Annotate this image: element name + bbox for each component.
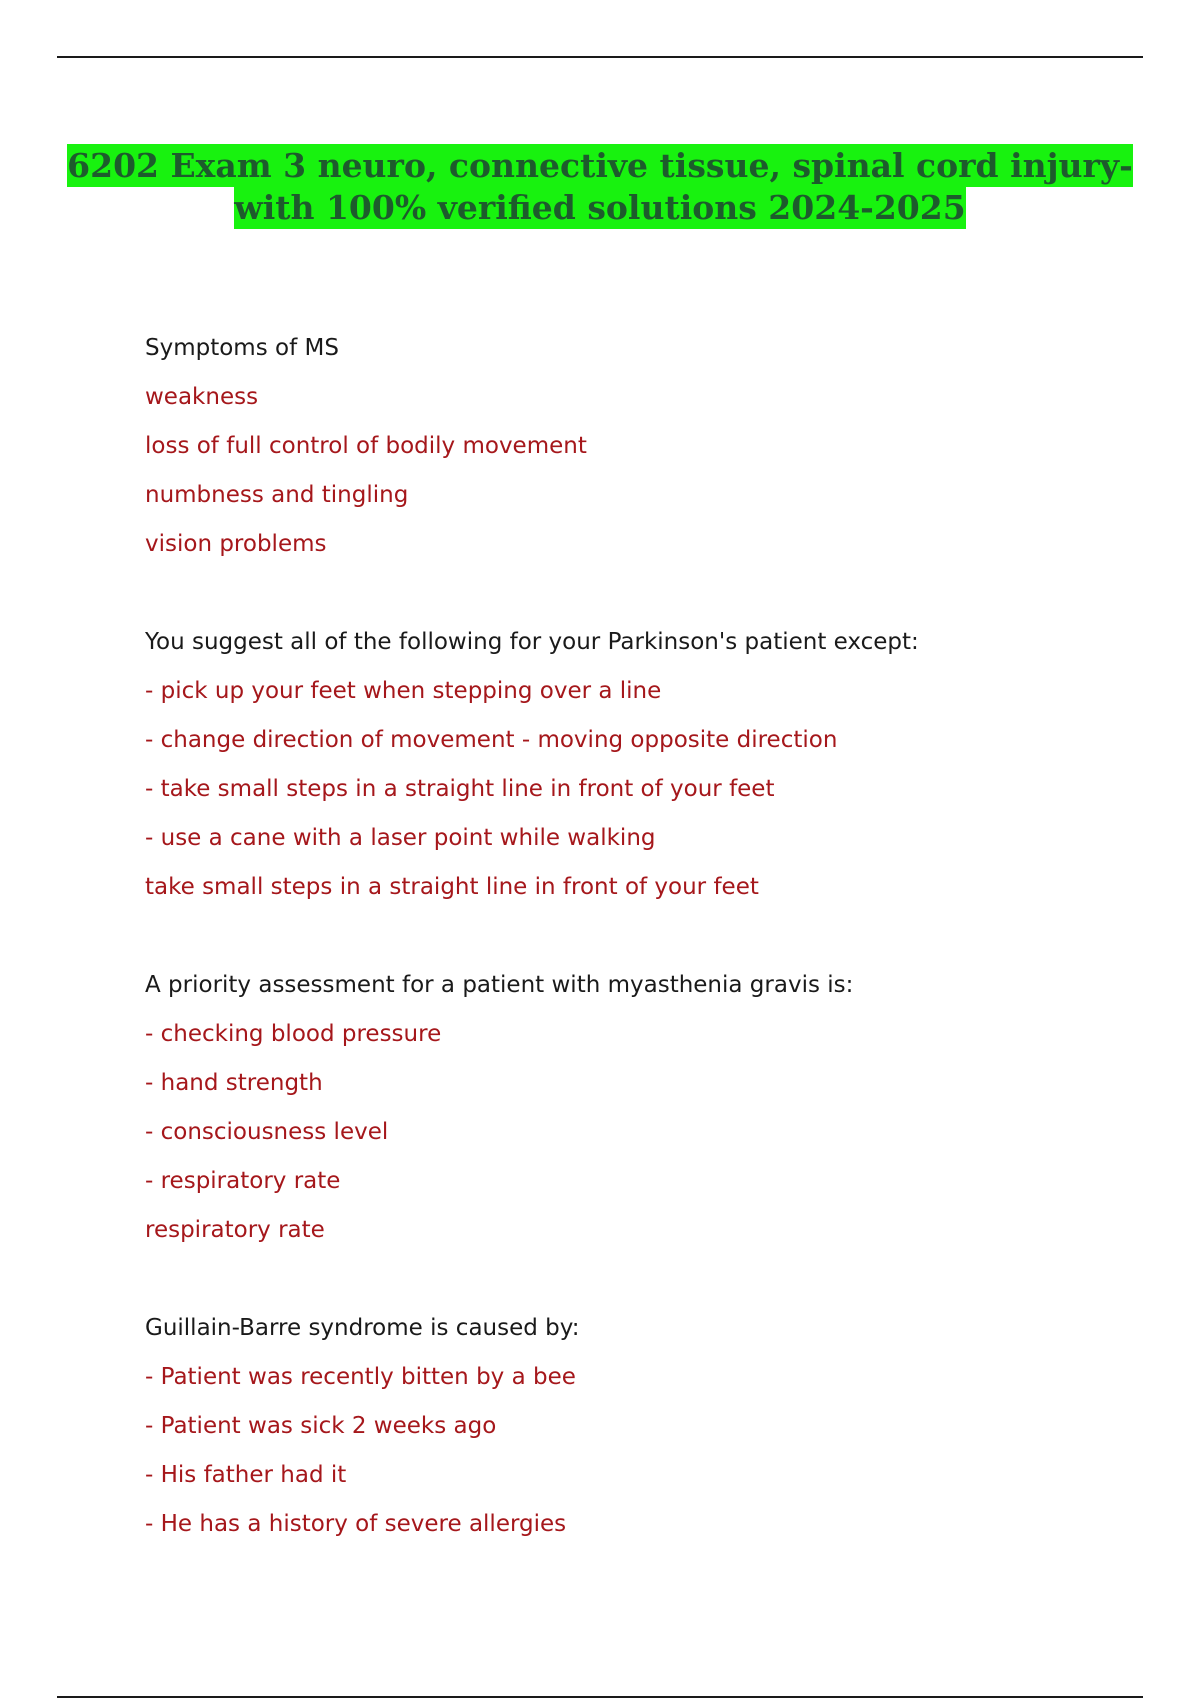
qa-block-ms	[145, 324, 1125, 569]
answer-text: take small steps in a straight line in front of your feet	[145, 874, 759, 900]
answer-text: - use a cane with a laser point while walking	[145, 825, 656, 851]
answer-text: loss of full control of bodily movement	[145, 433, 587, 459]
answer-text: vision problems	[145, 531, 327, 557]
answer-text: - Patient was recently bitten by a bee	[145, 1364, 576, 1390]
answer-text: respiratory rate	[145, 1217, 325, 1243]
answer-text: - consciousness level	[145, 1119, 389, 1145]
top-rule	[57, 56, 1143, 58]
qa-content	[145, 324, 1125, 1598]
answer-text: - Patient was sick 2 weeks ago	[145, 1413, 497, 1439]
answer-text: weakness	[145, 384, 259, 410]
answer-text: - checking blood pressure	[145, 1021, 442, 1047]
qa-block-myasthenia	[145, 961, 1125, 1255]
answer-text: - hand strength	[145, 1070, 323, 1096]
answer-text: - He has a history of severe allergies	[145, 1511, 567, 1537]
question-text: Symptoms of MS	[145, 335, 339, 361]
question-text: You suggest all of the following for your Parkinson's patient except:	[145, 629, 919, 655]
qa-block-parkinsons	[145, 618, 1125, 912]
answer-text: - take small steps in a straight line in front of your feet	[145, 776, 775, 802]
document-title	[57, 145, 1143, 229]
answer-text: - respiratory rate	[145, 1168, 341, 1194]
answer-text: - His father had it	[145, 1462, 347, 1488]
bottom-rule	[57, 1696, 1143, 1698]
title-line-1: 6202 Exam 3 neuro, connective tissue, spinal cord injury-	[67, 146, 1133, 185]
qa-block-guillain-barre	[145, 1304, 1125, 1549]
question-text: A priority assessment for a patient with myasthenia gravis is:	[145, 972, 854, 998]
answer-text: - change direction of movement - moving opposite direction	[145, 727, 838, 753]
answer-text: - pick up your feet when stepping over a line	[145, 678, 662, 704]
title-line-2: with 100% verified solutions 2024-2025	[234, 188, 966, 227]
answer-text: numbness and tingling	[145, 482, 409, 508]
question-text: Guillain-Barre syndrome is caused by:	[145, 1315, 580, 1341]
